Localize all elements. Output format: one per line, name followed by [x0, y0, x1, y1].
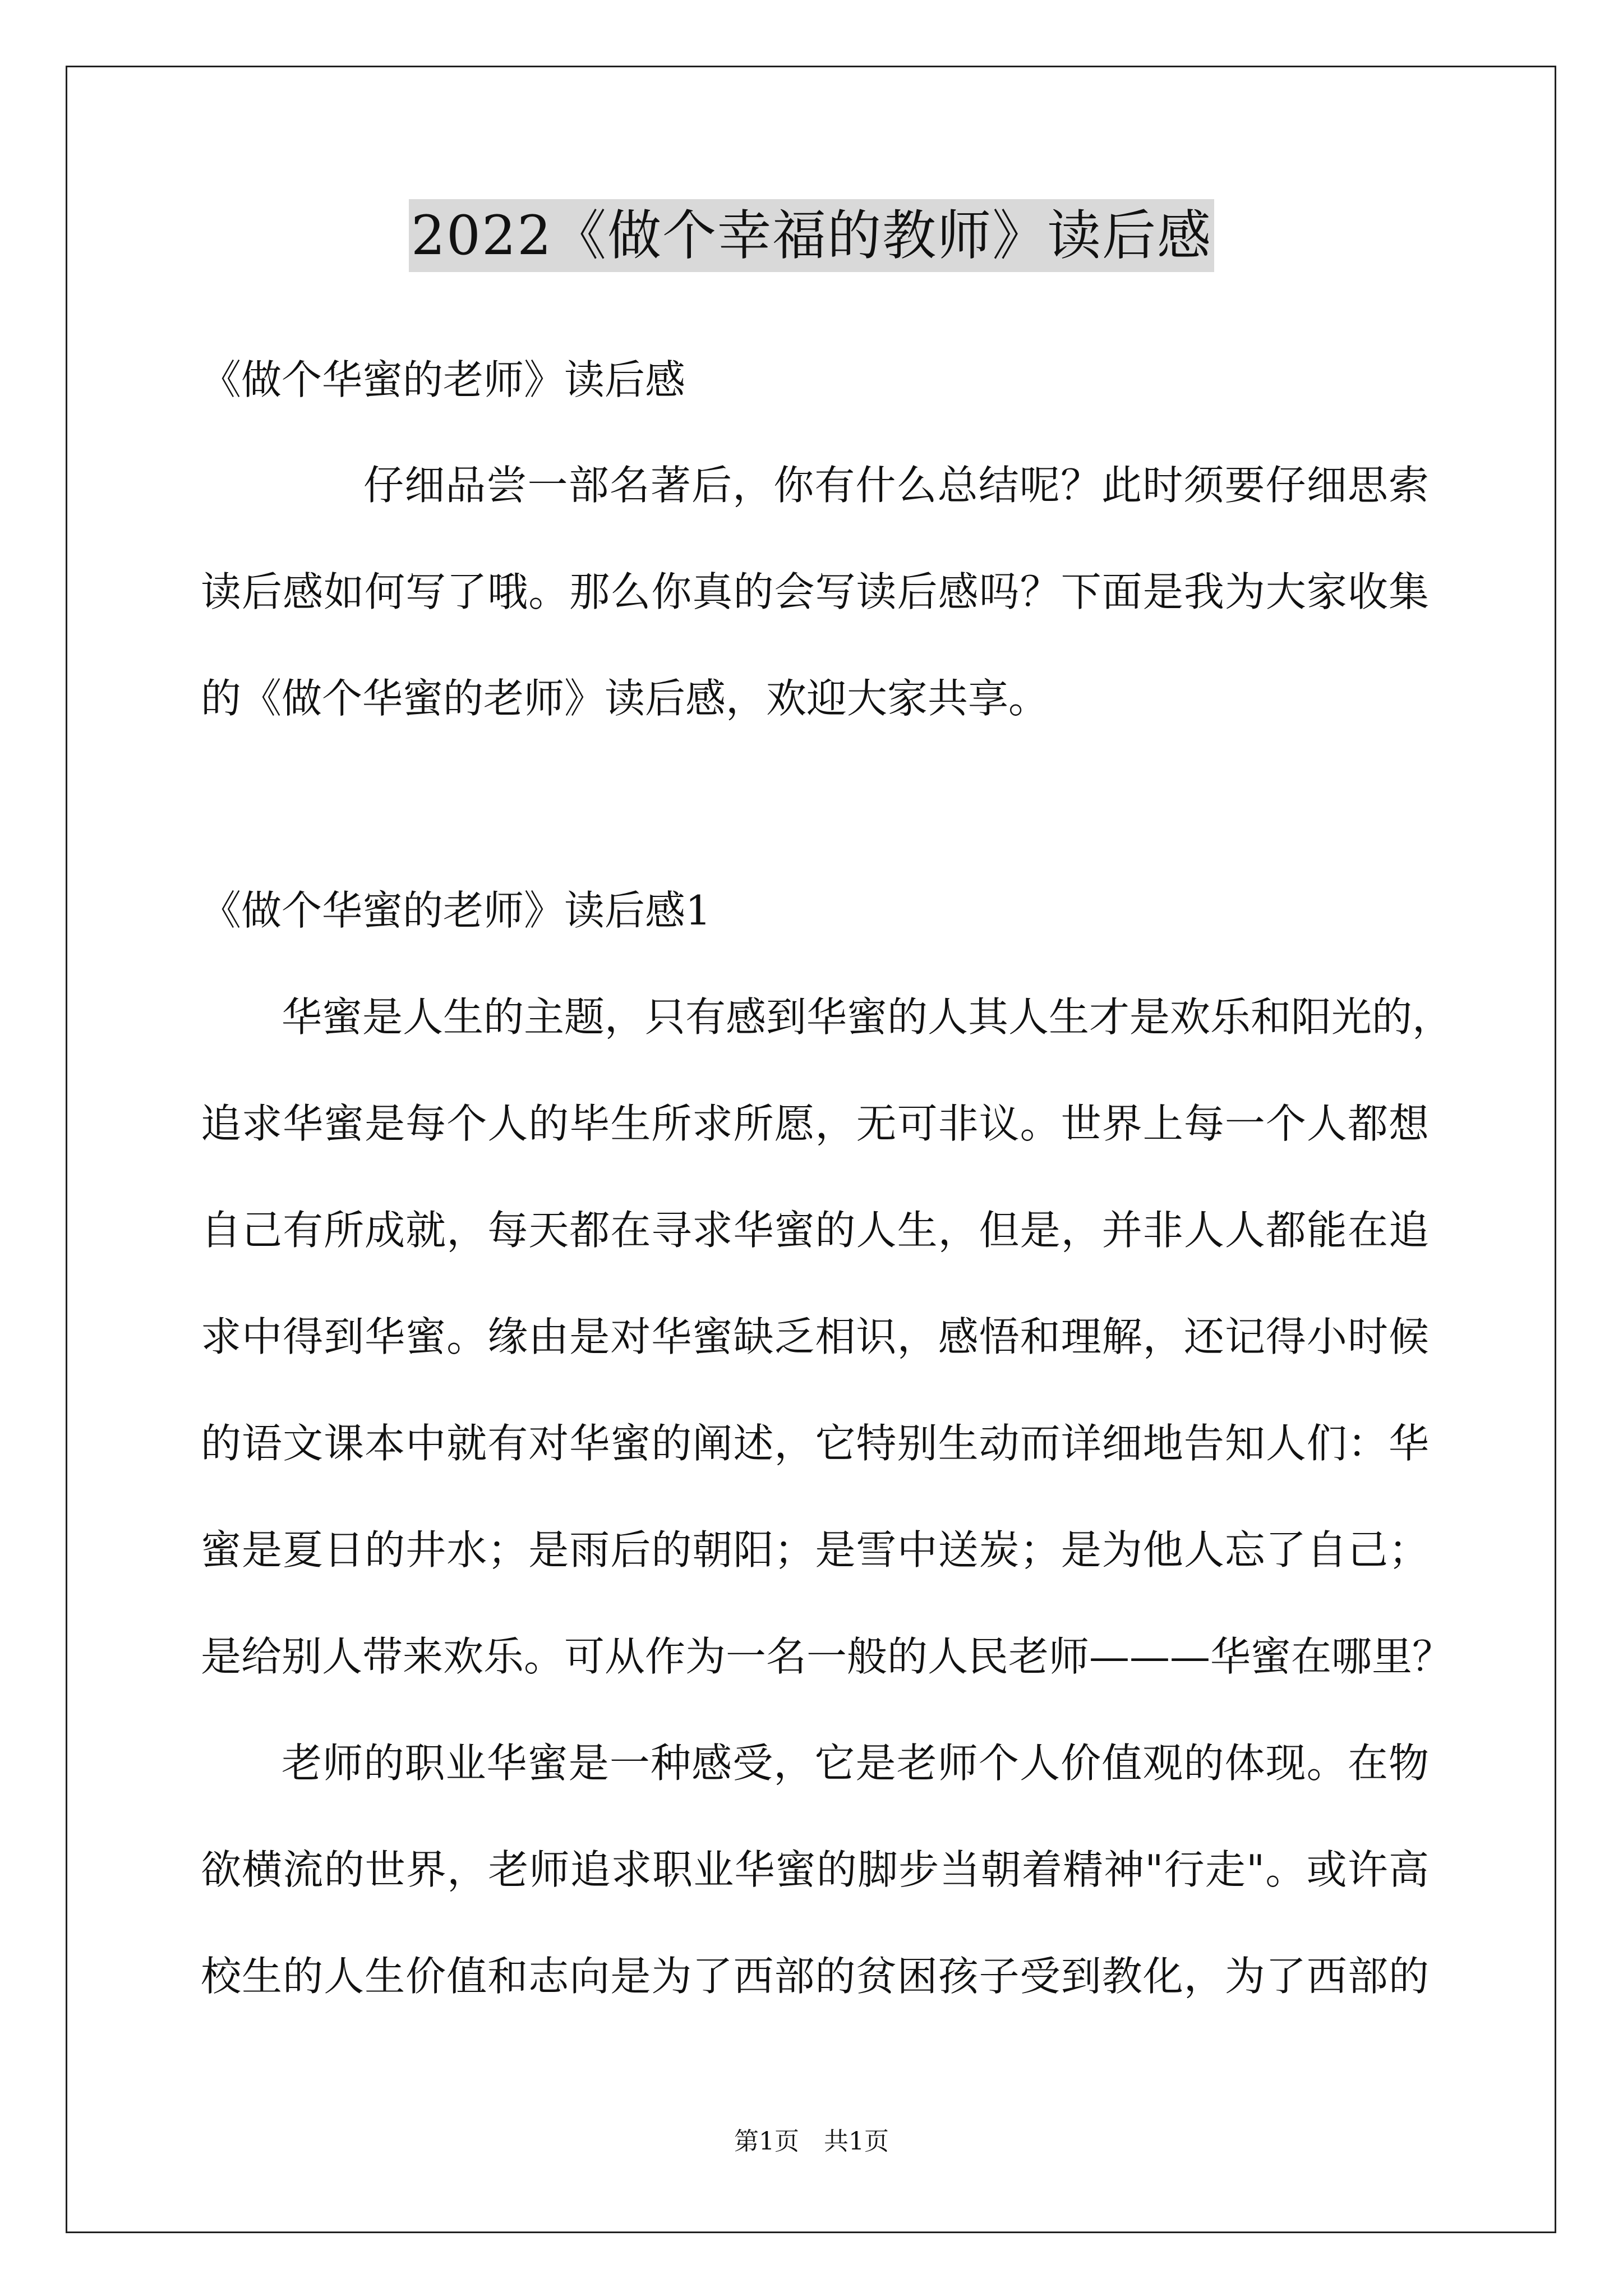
title-container	[0, 199, 1623, 272]
section-heading: 《做个华蜜的老师》读后感1	[201, 887, 711, 934]
intro-heading: 《做个华蜜的老师》读后感	[201, 356, 686, 403]
intro-line: 仔细品尝一部名著后，你有什么总结呢？此时须要仔细思索	[363, 462, 1429, 509]
intro-line: 的《做个华蜜的老师》读后感，欢迎大家共享。	[201, 675, 1049, 722]
intro-line: 读后感如何写了哦。那么你真的会写读后感吗？下面是我为大家收集	[201, 568, 1429, 615]
paragraph-line: 欲横流的世界，老师追求职业华蜜的脚步当朝着精神"行走"。或许高	[201, 1846, 1429, 1893]
paragraph-line: 老师的职业华蜜是一种感受，它是老师个人价值观的体现。在物	[282, 1740, 1429, 1787]
document-title: 2022《做个幸福的教师》读后感	[409, 199, 1214, 272]
paragraph-line: 华蜜是人生的主题，只有感到华蜜的人其人生才是欢乐和阳光的，	[282, 993, 1453, 1041]
paragraph-line: 求中得到华蜜。缘由是对华蜜缺乏相识，感悟和理解，还记得小时候	[201, 1313, 1429, 1360]
paragraph-line: 的语文课本中就有对华蜜的阐述，它特别生动而详细地告知人们：华	[201, 1420, 1429, 1467]
paragraph-line: 蜜是夏日的井水；是雨后的朝阳；是雪中送炭；是为他人忘了自己；	[201, 1526, 1429, 1573]
paragraph-line: 校生的人生价值和志向是为了西部的贫困孩子受到教化，为了西部的	[201, 1953, 1429, 2000]
paragraph-line: 追求华蜜是每个人的毕生所求所愿，无可非议。世界上每一个人都想	[201, 1100, 1429, 1147]
paragraph-line: 是给别人带来欢乐。可从作为一名一般的人民老师———华蜜在哪里？	[201, 1633, 1453, 1680]
paragraph-line: 自己有所成就，每天都在寻求华蜜的人生，但是，并非人人都能在追	[201, 1207, 1429, 1254]
page-number: 第1页 共1页	[734, 2127, 889, 2156]
